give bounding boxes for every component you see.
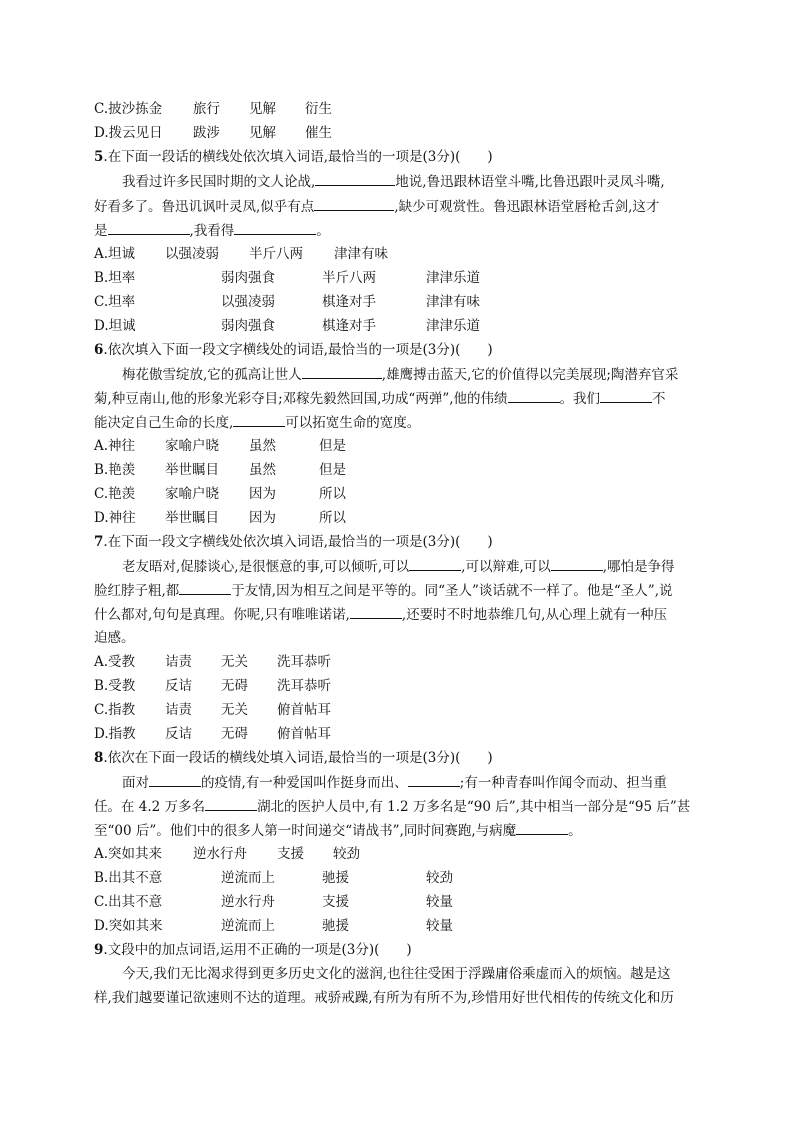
option-item: 旅行 bbox=[193, 101, 220, 117]
option-item: 逆流而上 bbox=[221, 918, 275, 934]
passage-line: 至“00 后”。他们中的很多人第一时间递交“请战书”,同时间赛跑,与病魔 。 bbox=[94, 820, 582, 841]
option-line: C.坦率 bbox=[94, 294, 136, 310]
option-line: B.出其不意 bbox=[94, 870, 163, 886]
option-item: 俯首帖耳 bbox=[277, 702, 331, 718]
option-item: 支援 bbox=[277, 846, 304, 862]
option-item: 虽然 bbox=[249, 438, 276, 454]
passage-line: 好看多了。鲁迅讥讽叶灵凤,似乎有点 ,缺少可观赏性。鲁迅跟林语堂唇枪舌剑,这才 bbox=[94, 196, 659, 217]
option-item: 家喻户晓 bbox=[165, 486, 219, 502]
passage-line: 我看过许多民国时期的文人论战, 地说,鲁迅跟林语堂斗嘴,比鲁迅跟叶灵凤斗嘴, bbox=[122, 171, 665, 192]
question-stem: 8.依次在下面一段话的横线处填入词语,最恰当的一项是(3分)( ) bbox=[94, 750, 493, 766]
answer-blank bbox=[551, 556, 603, 571]
passage-line: 今天,我们无比渴求得到更多历史文化的滋润,也往往受困于浮躁庸俗乘虚而入的烦恼。越是这 bbox=[122, 966, 671, 982]
option-item: 无关 bbox=[221, 654, 248, 670]
option-line: B.坦率 bbox=[94, 270, 136, 286]
option-item: 津津有味 bbox=[426, 294, 480, 310]
passage-line: 任。在 4.2 万多名 湖北的医护人员中,有 1.2 万多名是“90 后”,其中相当一部分是“95 后”甚 bbox=[94, 796, 690, 817]
question-stem: 5.在下面一段话的横线处依次填入词语,最恰当的一项是(3分)( ) bbox=[94, 149, 493, 165]
option-line: D.突如其来 bbox=[94, 918, 163, 934]
answer-blank bbox=[233, 412, 285, 427]
option-item: 所以 bbox=[319, 486, 346, 502]
option-line: C.出其不意 bbox=[94, 894, 163, 910]
option-item: 棋逢对手 bbox=[322, 318, 376, 334]
option-item: 津津有味 bbox=[334, 246, 388, 262]
option-item: 驰援 bbox=[322, 870, 349, 886]
option-item: 棋逢对手 bbox=[322, 294, 376, 310]
option-item: 以强凌弱 bbox=[221, 294, 275, 310]
option-item: 津津乐道 bbox=[426, 318, 480, 334]
answer-blank bbox=[205, 796, 257, 811]
option-line: A.受教 bbox=[94, 654, 136, 670]
answer-blank bbox=[408, 772, 460, 787]
option-item: 较劲 bbox=[333, 846, 360, 862]
answer-blank bbox=[234, 220, 316, 235]
option-line: A.坦诚 bbox=[94, 246, 136, 262]
option-item: 诘责 bbox=[165, 702, 192, 718]
option-item: 半斤八两 bbox=[249, 246, 303, 262]
option-line: A.神往 bbox=[94, 438, 136, 454]
option-item: 半斤八两 bbox=[322, 270, 376, 286]
option-item: 催生 bbox=[305, 125, 332, 141]
answer-blank bbox=[350, 604, 402, 619]
question-stem: 7.在下面一段文字横线处依次填入词语,最恰当的一项是(3分)( ) bbox=[94, 534, 493, 550]
option-item: 诘责 bbox=[165, 654, 192, 670]
option-item: 举世瞩目 bbox=[165, 510, 219, 526]
option-item: 跋涉 bbox=[193, 125, 220, 141]
option-item: 较量 bbox=[426, 894, 453, 910]
option-line: D.指教 bbox=[94, 726, 136, 742]
passage-line: 能决定自己生命的长度, 可以拓宽生命的宽度。 bbox=[94, 412, 420, 433]
answer-blank bbox=[302, 364, 382, 379]
passage-line: 老友晤对,促膝谈心,是很惬意的事,可以倾听,可以 ,可以辩难,可以 ,哪怕是争得 bbox=[122, 556, 675, 577]
option-item: 衍生 bbox=[305, 101, 332, 117]
question-stem: 6.依次填入下面一段文字横线处的词语,最恰当的一项是(3分)( ) bbox=[94, 342, 493, 358]
question-stem: 9.文段中的加点词语,运用不正确的一项是(3分)( ) bbox=[94, 942, 412, 958]
passage-line: 什么都对,句句是真理。你呢,只有唯唯诺诺, ,还要时不时地恭维几句,从心理上就有一种压 bbox=[94, 604, 667, 625]
option-item: 反诘 bbox=[165, 678, 192, 694]
option-item: 洗耳恭听 bbox=[277, 654, 331, 670]
answer-blank bbox=[314, 196, 394, 211]
option-item: 较量 bbox=[426, 918, 453, 934]
option-line: B.受教 bbox=[94, 678, 136, 694]
passage-line: 脸红脖子粗,都 于友情,因为相互之间是平等的。同“圣人”谈话就不一样了。他是“圣人”,说 bbox=[94, 580, 673, 601]
answer-blank bbox=[409, 556, 461, 571]
passage-line: 面对 的疫情,有一种爱国叫作挺身而出、 ;有一种青春叫作闻令而动、担当重 bbox=[122, 772, 667, 793]
option-item: 支援 bbox=[322, 894, 349, 910]
option-item: 因为 bbox=[249, 510, 276, 526]
option-item: 举世瞩目 bbox=[165, 462, 219, 478]
answer-blank bbox=[516, 820, 568, 835]
passage-line: 迫感。 bbox=[94, 630, 135, 646]
option-item: 家喻户晓 bbox=[165, 438, 219, 454]
passage-line: 菊,种豆南山,他的形象光彩夺目;邓稼先毅然回国,功成“两弹”,他的伟绩 。我们 不 bbox=[94, 388, 666, 409]
option-item: 弱肉强食 bbox=[221, 270, 275, 286]
option-item: 津津乐道 bbox=[426, 270, 480, 286]
option-item: 所以 bbox=[319, 510, 346, 526]
option-item: 虽然 bbox=[249, 462, 276, 478]
option-line: D.坦诚 bbox=[94, 318, 136, 334]
option-line: C.指教 bbox=[94, 702, 136, 718]
option-line: C.艳羡 bbox=[94, 486, 136, 502]
option-item: 但是 bbox=[319, 462, 346, 478]
option-item: 无关 bbox=[221, 702, 248, 718]
option-item: 弱肉强食 bbox=[221, 318, 275, 334]
answer-blank bbox=[179, 580, 231, 595]
option-item: 因为 bbox=[249, 486, 276, 502]
option-item: 逆水行舟 bbox=[221, 894, 275, 910]
passage-line: 是 ,我看得 。 bbox=[94, 220, 330, 241]
option-line: A.突如其来 bbox=[94, 846, 163, 862]
option-line: D.拨云见日 bbox=[94, 125, 163, 141]
option-item: 反诘 bbox=[165, 726, 192, 742]
passage-line: 梅花傲雪绽放,它的孤高让世人 ,雄鹰搏击蓝天,它的价值得以完美展现;陶潜弃官采 bbox=[122, 364, 678, 385]
option-item: 但是 bbox=[319, 438, 346, 454]
answer-blank bbox=[315, 171, 395, 186]
option-line: C.披沙拣金 bbox=[94, 101, 163, 117]
option-line: D.神往 bbox=[94, 510, 136, 526]
option-item: 逆水行舟 bbox=[193, 846, 247, 862]
option-item: 以强凌弱 bbox=[165, 246, 219, 262]
answer-blank bbox=[508, 388, 560, 403]
option-item: 驰援 bbox=[322, 918, 349, 934]
option-item: 逆流而上 bbox=[221, 870, 275, 886]
option-item: 俯首帖耳 bbox=[277, 726, 331, 742]
option-item: 洗耳恭听 bbox=[277, 678, 331, 694]
passage-line: 样,我们越要谨记欲速则不达的道理。戒骄戒躁,有所为有所不为,珍惜用好世代相传的传统文化和历 bbox=[94, 990, 674, 1006]
answer-blank bbox=[600, 388, 652, 403]
option-item: 无碍 bbox=[221, 726, 248, 742]
option-item: 较劲 bbox=[426, 870, 453, 886]
option-item: 无碍 bbox=[221, 678, 248, 694]
option-item: 见解 bbox=[249, 125, 276, 141]
answer-blank bbox=[108, 220, 190, 235]
option-line: B.艳羡 bbox=[94, 462, 136, 478]
answer-blank bbox=[149, 772, 201, 787]
option-item: 见解 bbox=[249, 101, 276, 117]
